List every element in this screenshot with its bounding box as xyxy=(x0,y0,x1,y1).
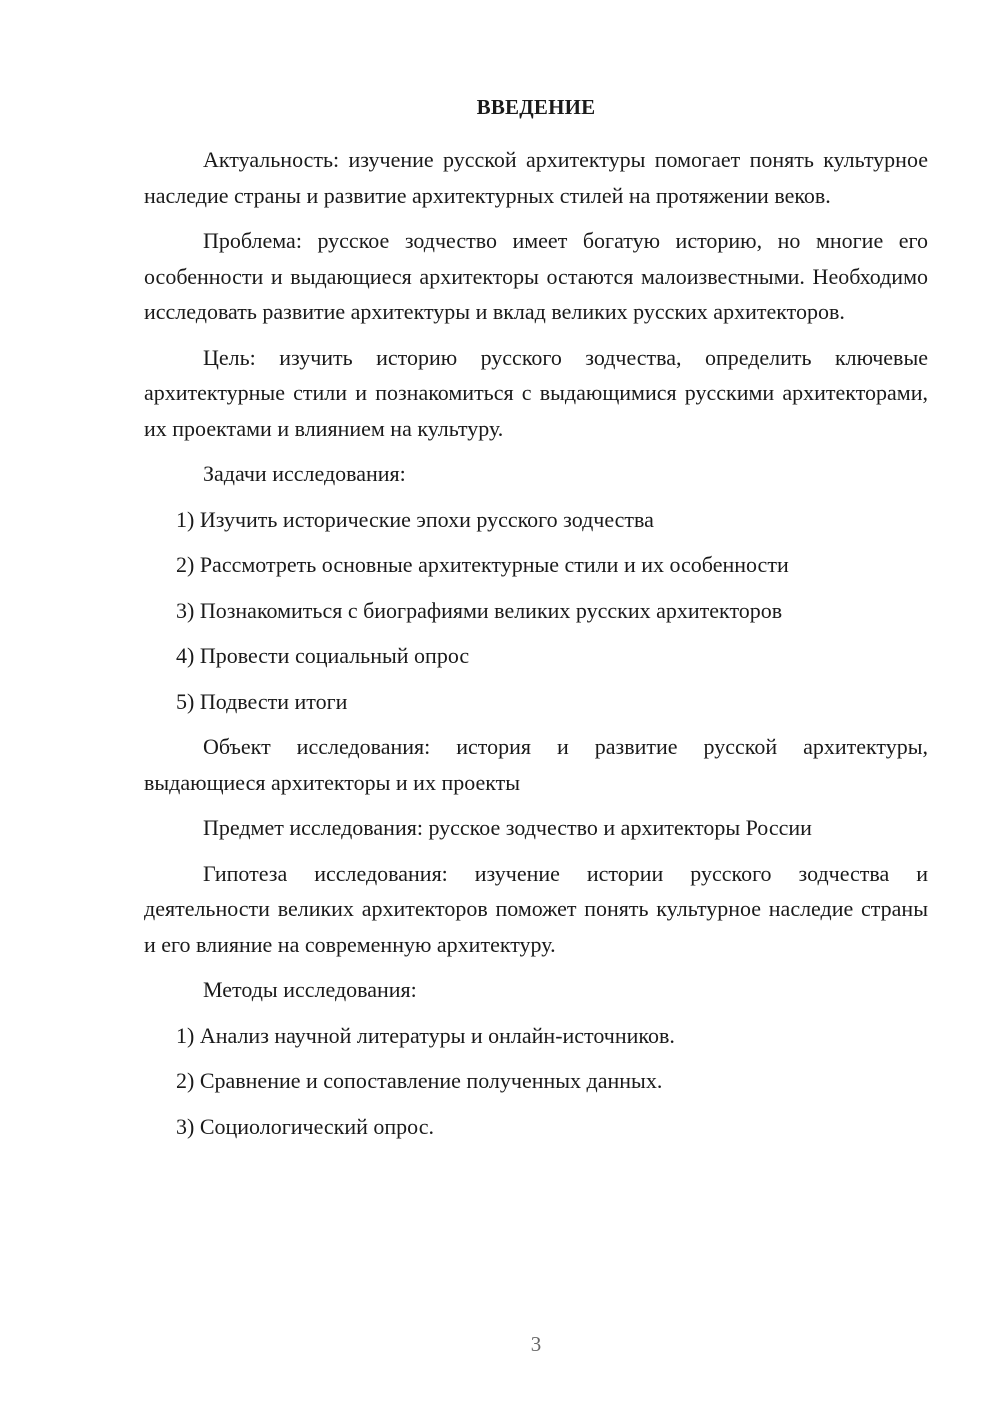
tasks-heading: Задачи исследования: xyxy=(203,461,406,486)
task-item: 2) Рассмотреть основные архитектурные стили и их особенности xyxy=(176,552,789,577)
method-item: 2) Сравнение и сопоставление полученных данных. xyxy=(176,1068,663,1093)
task-item: 5) Подвести итоги xyxy=(176,688,348,714)
page-title: ВВЕДЕНИЕ xyxy=(476,95,596,119)
hypothesis-paragraph: Гипотеза исследования: изучение истории русского зодчества и деятельности великих архитекторов поможет понять культурное наследие страны и его влияние на современную архитектуру. xyxy=(144,860,928,957)
problem-paragraph: Проблема: русское зодчество имеет богатую историю, но многие его особенности и выдающиеся архитекторы остаются малоизвестными. Необходимо исследовать развитие архитектуры и вклад великих русских архитекторов. xyxy=(144,228,928,324)
method-item: 3) Социологический опрос. xyxy=(176,1113,434,1139)
method-item: 1) Анализ научной литературы и онлайн-источников. xyxy=(176,1022,675,1048)
task-item: 4) Провести социальный опрос xyxy=(176,643,470,668)
task-item: 1) Изучить исторические эпохи русского зодчества xyxy=(176,506,654,532)
subject-paragraph: Предмет исследования: русское зодчество и архитекторы России xyxy=(203,815,812,840)
methods-heading: Методы исследования: xyxy=(203,977,417,1002)
page-content xyxy=(144,142,928,1154)
goal-paragraph: Цель: изучить историю русского зодчества, определить ключевые архитектурные стили и познакомиться с выдающимися русскими архитекторами, их проектами и влиянием на культуру. xyxy=(144,344,928,441)
object-paragraph: Объект исследования: история и развитие русской архитектуры, выдающиеся архитекторы и их проекты xyxy=(144,734,928,795)
relevance-paragraph: Актуальность: изучение русской архитектуры помогает понять культурное наследие страны и развитие архитектурных стилей на протяжении веков. xyxy=(144,147,928,208)
page-number: 3 xyxy=(530,1332,542,1356)
task-item: 3) Познакомиться с биографиями великих русских архитекторов xyxy=(176,597,783,623)
